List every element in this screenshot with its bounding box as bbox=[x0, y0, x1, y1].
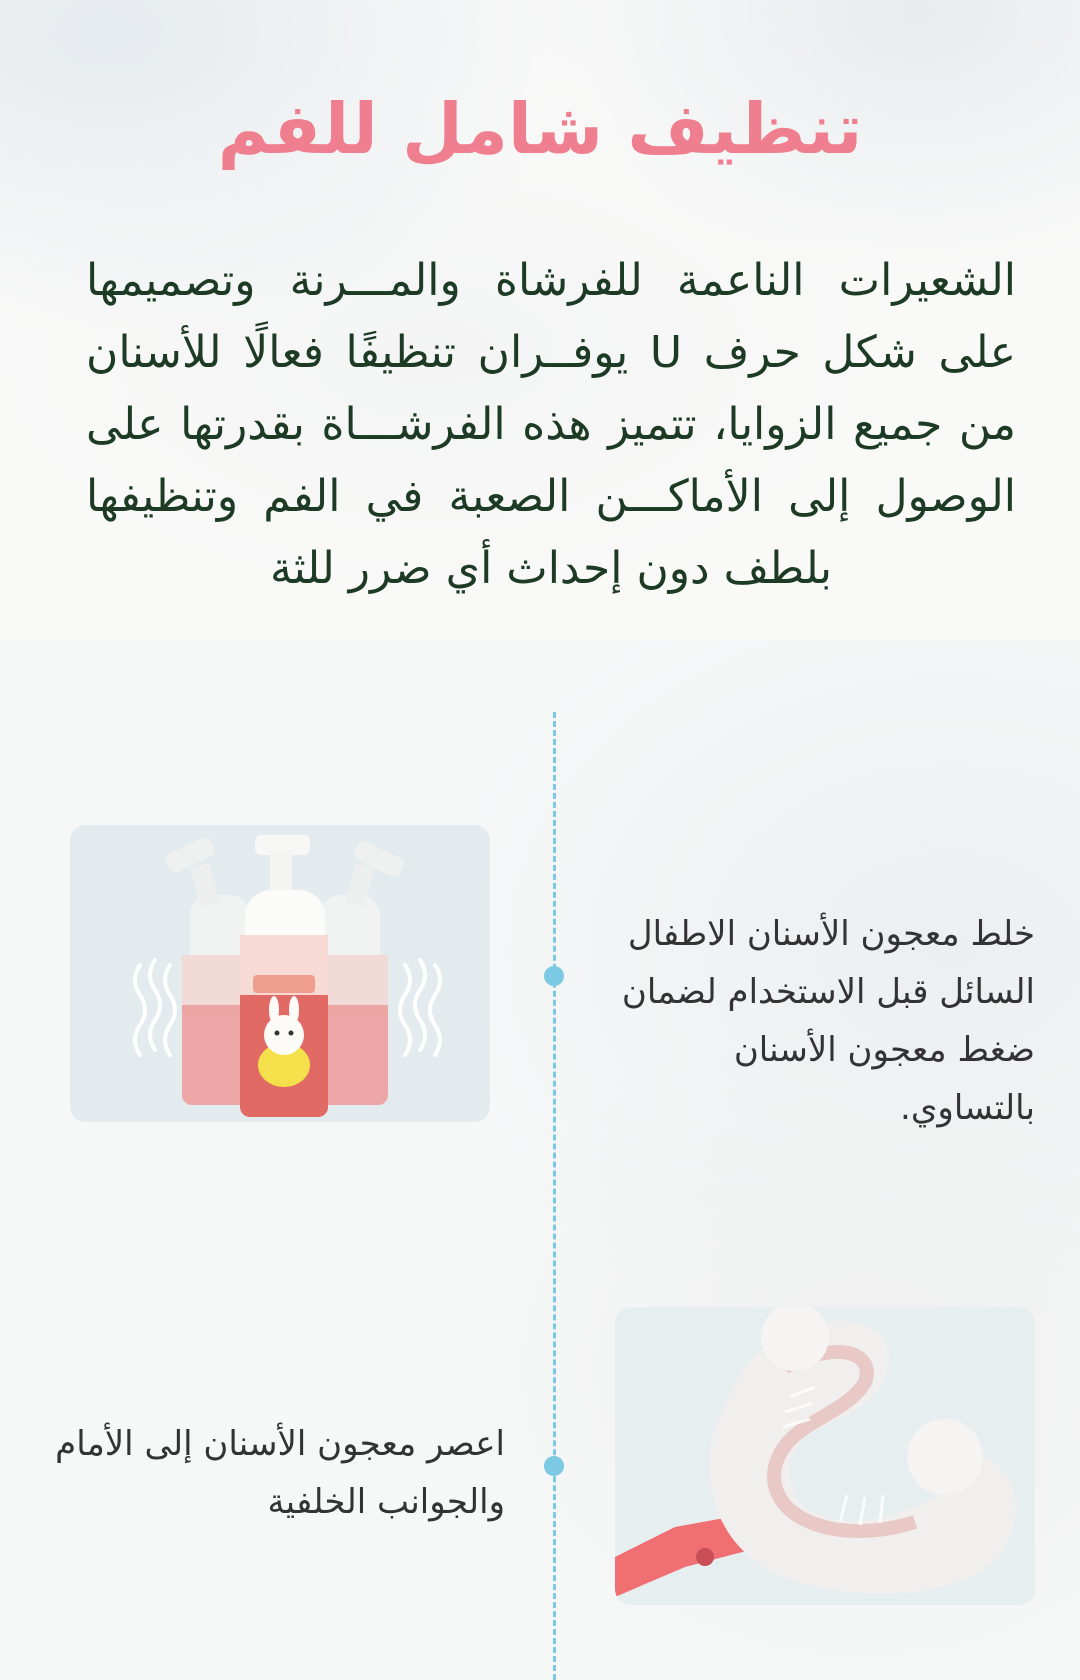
u-shaped-toothbrush-image bbox=[615, 1307, 1035, 1605]
timeline-dot-2 bbox=[544, 1456, 564, 1476]
step-1-text: خلط معجون الأسنان الاطفال السائل قبل الاستخدام لضمان ضغط معجون الأسنان بالتساوي. bbox=[621, 914, 1035, 1128]
timeline-line bbox=[553, 712, 556, 1680]
foam-toothpaste-bottles-image bbox=[70, 825, 490, 1122]
timeline-dot-1 bbox=[544, 966, 564, 986]
toothbrush-illustration bbox=[615, 1307, 1035, 1605]
intro-paragraph: الشعيرات الناعمة للفرشاة والمـــرنة وتصميمها على شكل حرف U يوفــران تنظيفًا فعالًا للأسنان من جميع الزوايا، تتميز هذه الفرشـــاة بقدرتها على الوصول إلى الأماكـــن الصعبة في الفم وتنظيفها بلطف دون إحداث أي ضرر للثة bbox=[86, 255, 1016, 594]
page-title: تنظيف شامل للفم bbox=[217, 88, 863, 170]
bottles-illustration bbox=[70, 825, 490, 1122]
step-2-text: اعصر معجون الأسنان إلى الأمام والجوانب الخلفية bbox=[55, 1424, 505, 1522]
